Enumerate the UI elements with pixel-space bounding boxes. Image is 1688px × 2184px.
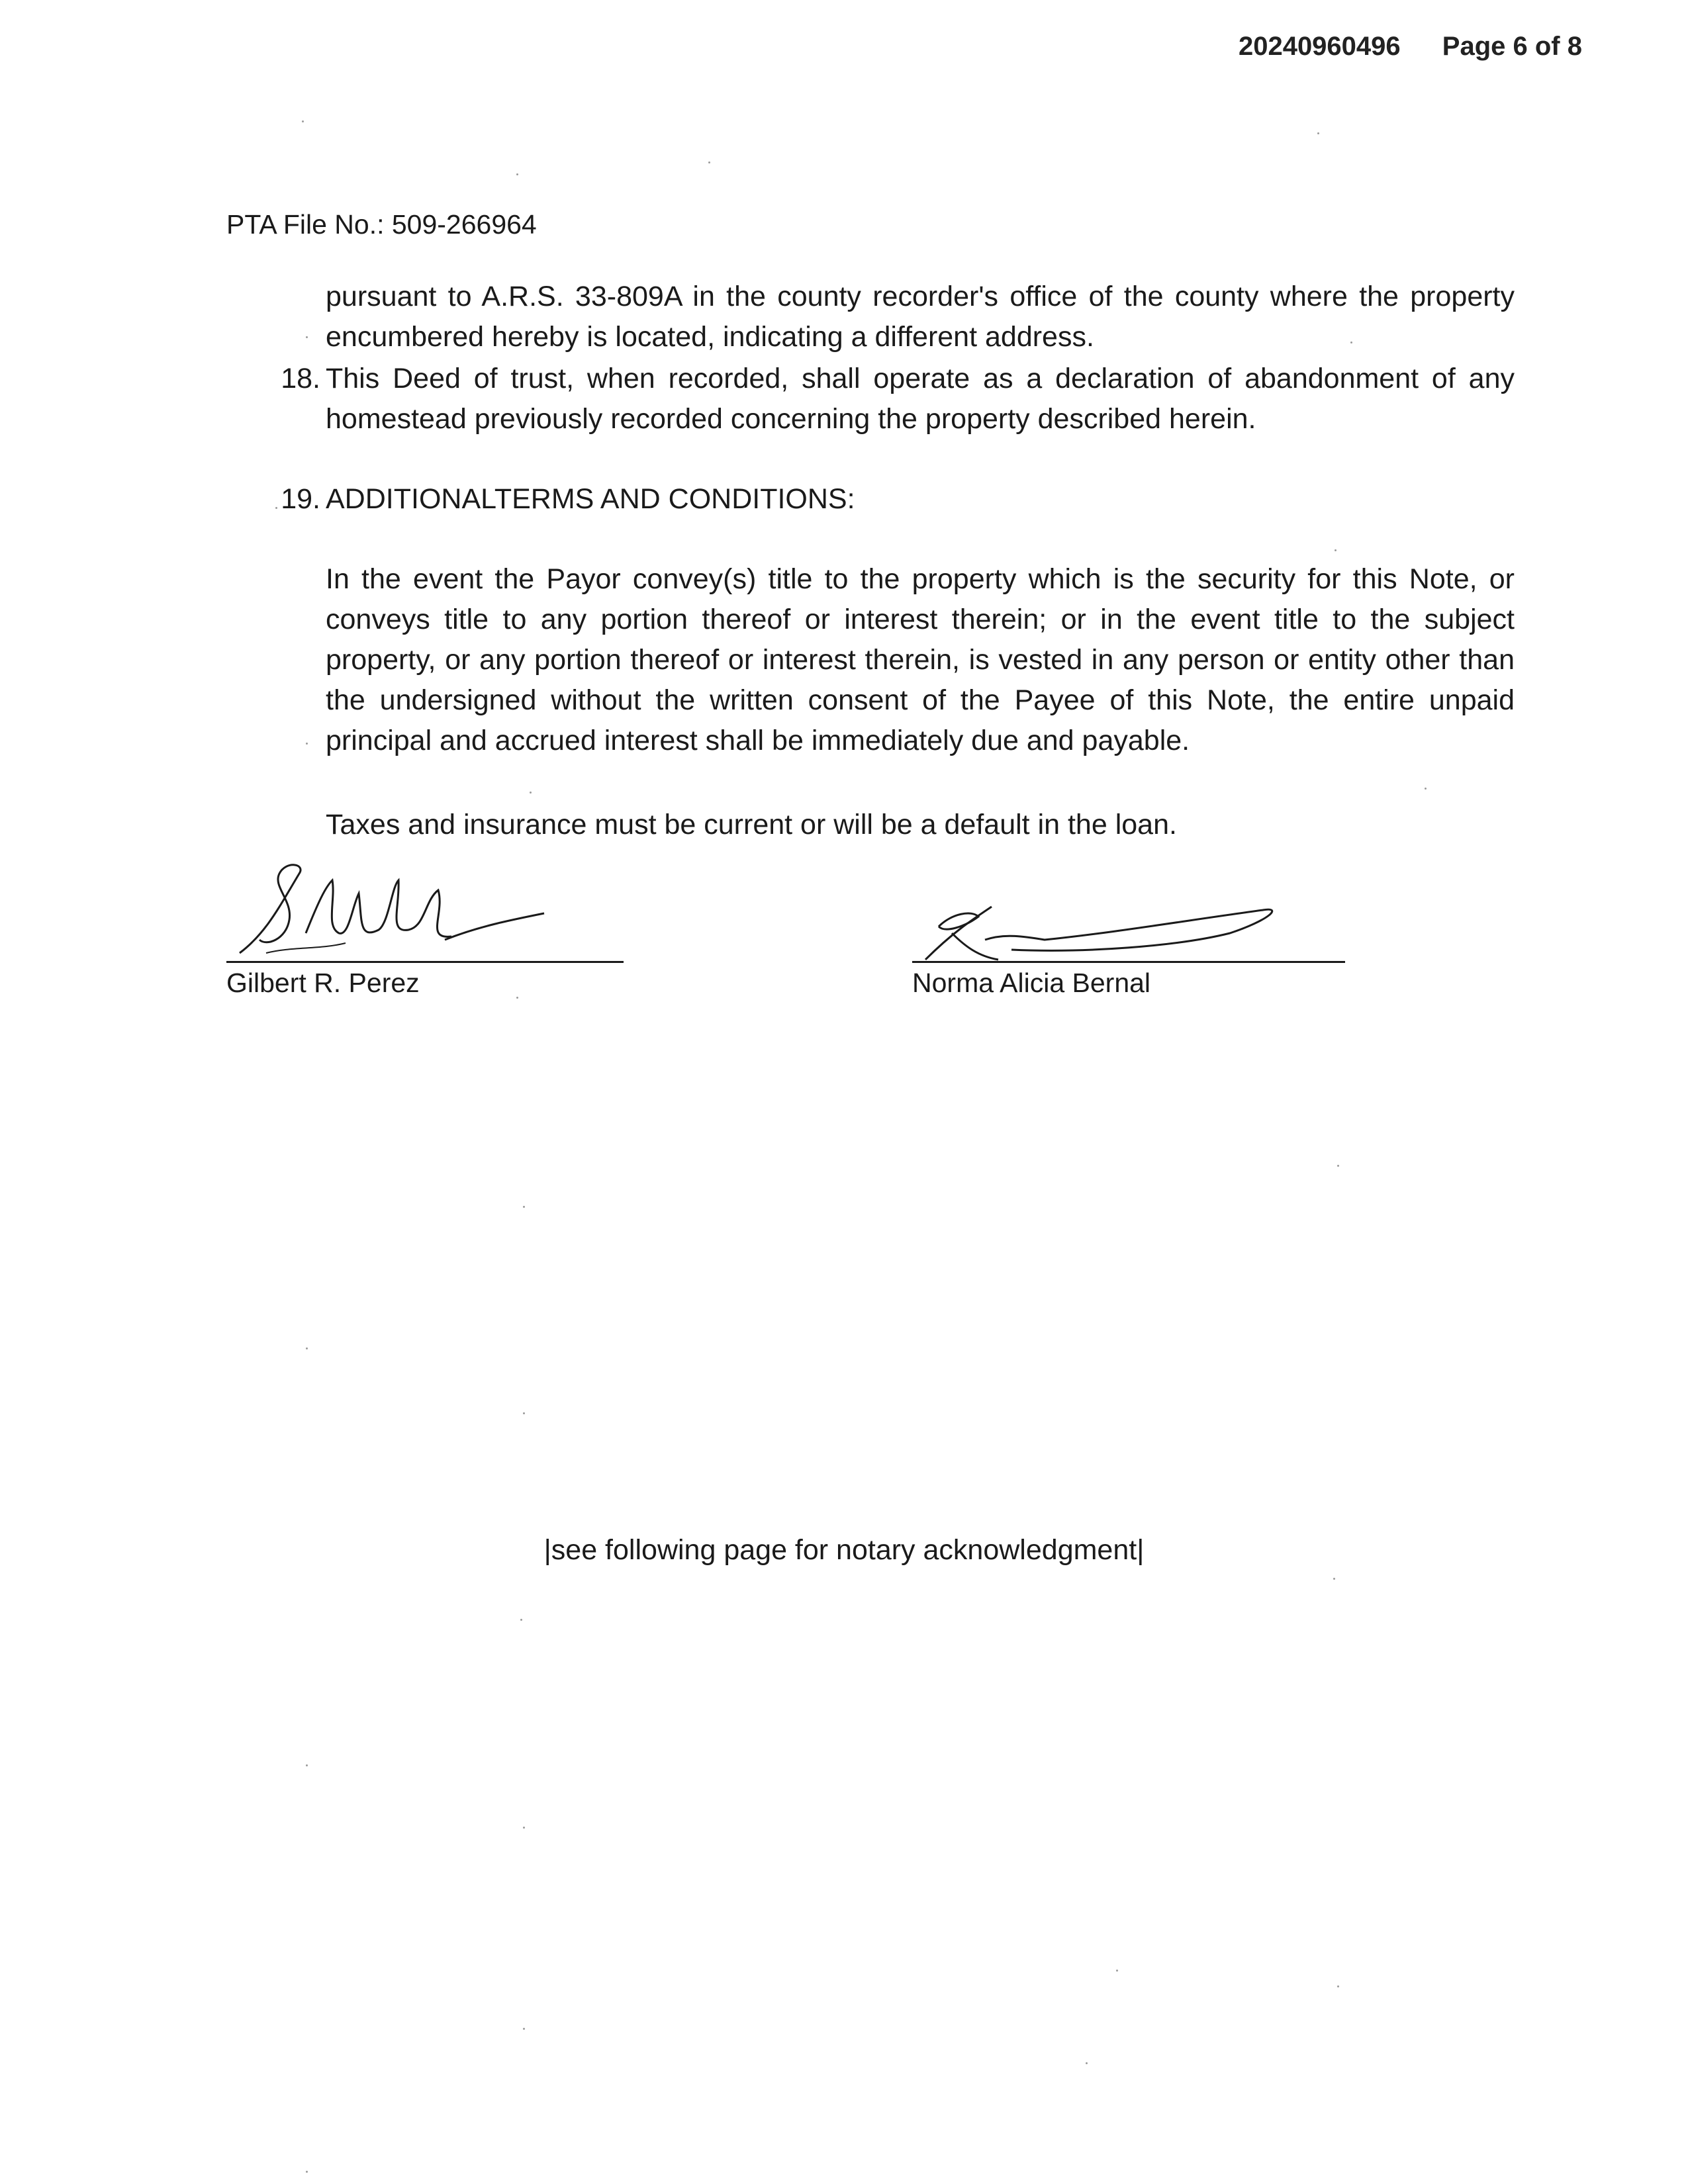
scan-speck: [275, 507, 277, 509]
scan-speck: [306, 1347, 308, 1349]
scan-speck: [306, 336, 308, 338]
scan-speck: [516, 997, 518, 999]
scan-speck: [523, 1206, 525, 1208]
item-19-number: 19.: [281, 483, 320, 515]
signature-gilbert: [226, 860, 624, 966]
scan-speck: [1335, 549, 1336, 551]
scan-speck: [1086, 2062, 1088, 2064]
item-18-text: This Deed of trust, when recorded, shall operate as a declaration of abandonment of any homestead previously recorded concerning the property described herein.: [326, 363, 1515, 435]
scan-speck: [306, 1764, 308, 1766]
signature-norma: [912, 860, 1345, 966]
recording-header: [1239, 32, 1582, 62]
item-19: [281, 479, 1515, 520]
scan-speck: [306, 743, 308, 745]
additional-terms-paragraph: In the event the Payor convey(s) title to the property which is the security for this Note, or conveys title to any portion thereof or interest therein; or in the event title to the subject property, or any portion thereof or interest therein, is vested in any person or entity other than the undersigned without the written consent of the Payee of this Note, the entire unpaid principal and accrued interest shall be immediately due and payable.: [326, 563, 1515, 756]
continuation-paragraph: pursuant to A.R.S. 33-809A in the county recorder's office of the county where the property encumbered hereby is located, indicating a different address.: [326, 281, 1515, 353]
document-number: 20240960496: [1238, 32, 1401, 61]
scan-speck: [1317, 132, 1319, 134]
scan-speck: [516, 173, 518, 175]
scan-speck: [1333, 1578, 1335, 1580]
scan-speck: [306, 2171, 308, 2173]
item-19-heading: ADDITIONALTERMS AND CONDITIONS:: [326, 483, 855, 515]
scan-speck: [530, 792, 532, 794]
scan-speck: [1116, 1970, 1118, 1972]
scan-speck: [1337, 1985, 1339, 1987]
item-18: [281, 359, 1515, 439]
item-18-number: 18.: [281, 363, 320, 394]
page-label: Page 6 of 8: [1442, 32, 1582, 61]
signature-line: [226, 961, 624, 963]
scan-speck: [302, 120, 304, 122]
scan-speck: [523, 1827, 525, 1829]
scan-speck: [1350, 341, 1352, 343]
scan-speck: [523, 1412, 525, 1414]
scan-speck: [523, 2028, 525, 2030]
scan-speck: [520, 1619, 522, 1621]
scan-speck: [708, 161, 710, 163]
taxes-paragraph: Taxes and insurance must be current or will be a default in the loan.: [326, 809, 1177, 841]
notary-acknowledgment-note: |see following page for notary acknowledgment|: [543, 1534, 1145, 1566]
scan-speck: [1425, 788, 1427, 790]
signature-line: [912, 961, 1345, 963]
signer-name: Norma Alicia Bernal: [912, 968, 1151, 998]
signer-name: Gilbert R. Perez: [226, 968, 420, 998]
scan-speck: [1337, 1165, 1339, 1167]
file-number: PTA File No.: 509-266964: [226, 209, 537, 240]
